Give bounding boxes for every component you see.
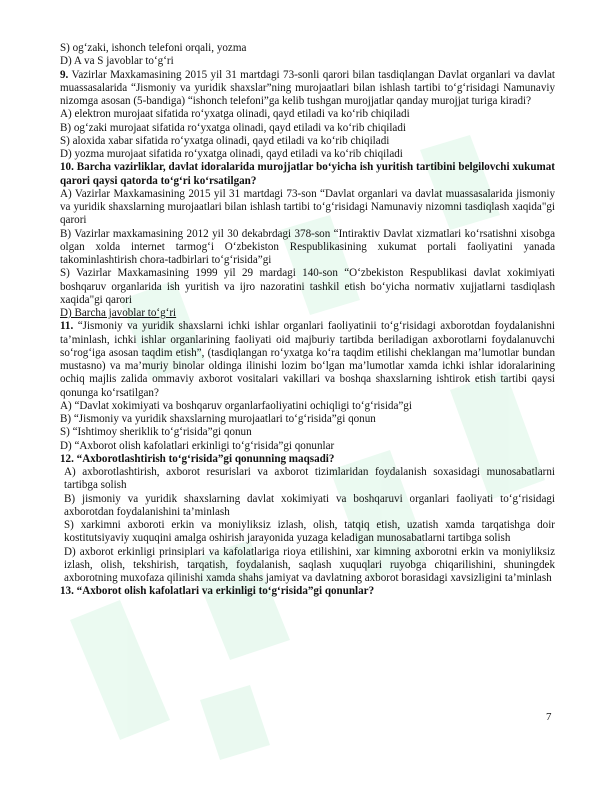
option-d (60, 307, 555, 320)
question-text: Vazirlar Maxkamasining 2015 yil 31 martdagi 73-sonli qarori bilan tasdiqlangan Davlat organlari va davlat muassasalarida “Jismoniy va yuridik shaxslar”ning murojaatlari bilan ishlash tartibi to‘g‘risidagi Namunaviy nizomga asosan (5-bandiga) “ishonch telefoni”ga kelib tushgan murojjatlar qanday murojjat turiga kiradi? (60, 68, 556, 107)
option-s: S) xarkimni axboroti erkin va moniyliksiz izlash, olish, tatqiq etish, uzatish xamda tarqatishga doir kostitutsiyaviy xuquqini amalga oshirish jarayonida yuzaga keladigan munosabatlarni tartibga solish (64, 519, 555, 545)
underlined-answer: D) Barcha javoblar to‘g‘ri (60, 307, 177, 319)
option-a: A) axborotlashtirish, axborot resurislari va axborot tizimlaridan foydalanish soxasidagi munosabatlarni tartibga solish (64, 466, 555, 492)
option-s: S) “Ishtimoy sheriklik to‘g‘risida”gi qonun (60, 426, 252, 439)
option-b: B) jismoniy va yuridik shaxslarning davlat xokimiyati va boshqaruvi organlari faoliyati to‘g‘risidagi axborotdan foydalanishini ta’minlash (64, 492, 555, 518)
question-13: 13. “Axborot olish kafolatlari va erkinligi to‘g‘risida”gi qonunlar? (60, 585, 375, 598)
question-12: 12. “Axborotlashtirish to‘g‘risida”gi qonunning maqsadi? (60, 452, 335, 465)
option-b: B) Vazirlar maxkamasining 2012 yil 30 dekabrdagi 378-son “Intiraktiv Davlat xizmatlari ko‘rsatishni xisobga olgan xolda internet tarmog‘i O‘zbekiston Respublikasining xukumat portali faoliyatini yanada takominlashtirish chora-tadbirlari to‘g‘risida”gi (60, 227, 555, 266)
page-number: 7 (546, 711, 552, 723)
option-d: D) “Axborot olish kafolatlari erkinligi to‘g‘risida”gi qonunlar (60, 439, 335, 452)
option-a: A) Vazirlar Maxkamasining 2015 yil 31 martdagi 73-son “Davlat organlari va davlat muassasalarida jismoniy va yuridik shaxslarning murojaatlari bilan ishlash tartibi to‘g‘risidagi Namunaviy nizomni tasdiqlash xaqida"gi qarori (60, 187, 555, 227)
option-d: D) axborot erkinligi prinsiplari va kafolatlariga rioya etilishini, xar kimning axborotni erkin va moniyliksiz izlash, olish, tekshirish, tarqatish, foydalanish, saqlash xuquqlari ruyobga chiqarilishini, shuningdek axborotning muxofaza qilinishi xamda shahs jamiyat va davlatning axborot borasidagi xavsizligini ta’minlash (64, 545, 555, 584)
option-s: S) aloxida xabar sifatida ro‘yxatga olinadi, qayd etiladi va ko‘rib chiqiladi (60, 134, 390, 147)
option-a: A) “Davlat xokimiyati va boshqaruv organlarfaoliyatini ochiqligi to‘g‘risida”gi (60, 399, 412, 412)
question-number: 9. (60, 68, 69, 81)
option-d: D) yozma murojaat sifatida ro‘yxatga olinadi, qayd etiladi va ko‘rib chiqiladi (60, 148, 403, 160)
answer-line: S) og‘zaki, ishonch telefoni orqali, yozma (60, 42, 247, 54)
question-text: “Jismoniy va yuridik shaxslarni ichki ishlar organlari faoliyatinii to‘g‘risidagi axborotdan foydalanishni ta’minlash, ichki ishlar organlarining faoliyati oid majburiy tartibda beriladigan axborotlarni foydalanuvchi so‘rog‘iga asosan taqdim etish”, (tasdiqlangan ro‘yxatga ko‘ra taqdim etilishi cheklangan ma’lumotlar bundan mustasno) va ma’muriy binolar oldinga ilinishi lozim bo‘lgan ma’lumotlar xamda ichki ishlar idoralarining ochiq majlis zalida ommaviy axborot vositalari vakillari va boshqa shaxslarning ishtirok etish tartibi qaysi qonunga ko‘rsatilgan? (60, 320, 555, 399)
question-number: 11. (60, 320, 74, 333)
option-a: A) elektron murojaat sifatida ro‘yxatga olinadi, qayd etiladi va ko‘rib chiqiladi (60, 108, 410, 121)
answer-line: D) A va S javoblar to‘g‘ri (60, 55, 174, 68)
option-b: B) og‘zaki murojaat sifatida ro‘yxatga olinadi, qayd etiladi va ko‘rib chiqiladi (60, 121, 406, 134)
document-body (60, 42, 555, 599)
option-b: B) “Jismoniy va yuridik shaxslarning murojaatlari to‘g‘risida”gi qonun (60, 413, 376, 425)
option-s: S) Vazirlar Maxkamasining 1999 yil 29 mardagi 140-son “O‘zbekiston Respublikasi davlat xokimiyati boshqaruv organlarida ish yuritish va ijro nazoratini tashkil etish bo‘yicha normativ xujjatlarni tasdiqlash xaqida"gi qarori (60, 267, 555, 306)
question-11 (60, 320, 555, 400)
question-9 (60, 69, 555, 109)
question-10: 10. Barcha vazirliklar, davlat idoralarida murojjatlar bo‘yicha ish yuritish tartibini belgilovchi xukumat qarori qaysi qatorda to‘g‘ri ko‘rsatilgan? (60, 161, 555, 187)
